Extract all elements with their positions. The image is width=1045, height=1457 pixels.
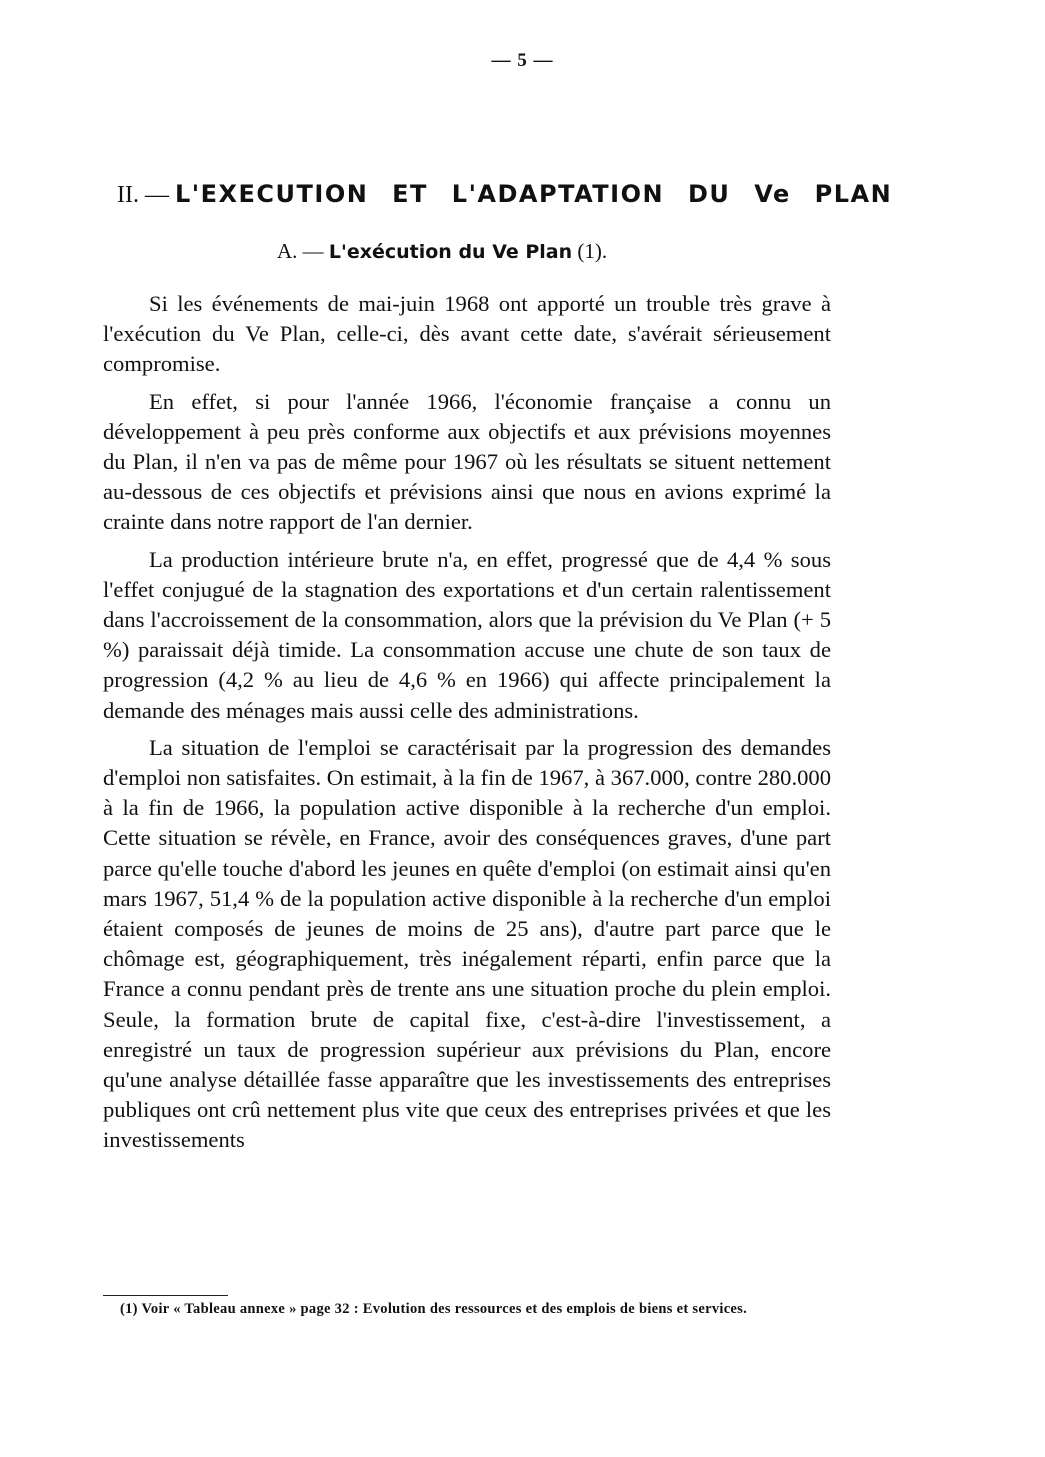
sub-heading-title: L'exécution du Ve Plan: [328, 241, 573, 263]
section-title: L'EXECUTION ET L'ADAPTATION DU Ve PLAN: [174, 180, 893, 208]
sub-heading: [277, 239, 607, 264]
paragraph: La production intérieure brute n'a, en effet, progressé que de 4,4 % sous l'effet conjugué de la stagnation des exportations et d'un certain ralentissement dans l'accroissement de la consommation, alors que la prévision du Ve Plan (+ 5 %) paraissait déjà timide. La consommation accuse une chute de son taux de progression (4,2 % au lieu de 4,6 % en 1966) qui affecte principalement la demande des ménages mais aussi celle des administrations.: [103, 546, 831, 723]
page-number: — 5 —: [491, 50, 554, 71]
paragraph: La situation de l'emploi se caractérisait par la progression des demandes d'emploi non satisfaites. On estimait, à la fin de 1967, à 367.000, contre 280.000 à la fin de 1966, la population active disponible à la recherche d'un emploi. Cette situation se révèle, en France, avoir des conséquences graves, d'une part parce qu'elle touche d'abord les jeunes en quête d'emploi (on estimait ainsi qu'en mars 1967, 51,4 % de la population active disponible à la recherche d'un emploi étaient composés de jeunes de moins de 25 ans), d'autre part parce que le chômage est, géographiquement, très inégalement réparti, enfin parce que la France a connu pendant près de trente ans une situation proche du plein emploi. Seule, la formation brute de capital fixe, c'est-à-dire l'investissement, a enregistré un taux de progression supérieur aux prévisions du Plan, encore qu'une analyse détaillée fasse apparaître que les investissements des entreprises publiques ont crû nettement plus vite que ceux des entreprises privées et que les investissements: [103, 734, 831, 1153]
paragraph: En effet, si pour l'année 1966, l'économie française a connu un développement à peu près conforme aux objectifs et aux prévisions moyennes du Plan, il n'en va pas de même pour 1967 où les résultats se situent nettement au-dessous de ces objectifs et prévisions ainsi que nous en avions exprimé la crainte dans notre rapport de l'an dernier.: [103, 388, 831, 535]
section-numeral: II. —: [117, 182, 175, 208]
footnote-reference: (1).: [572, 239, 608, 263]
paragraph: Si les événements de mai-juin 1968 ont apporté un trouble très grave à l'exécution du Ve Plan, celle-ci, dès avant cette date, s'avérait sérieusement compromise.: [103, 291, 831, 377]
body-text: [103, 289, 831, 1156]
footnote-divider: [103, 1295, 228, 1296]
sub-heading-prefix: A. —: [277, 239, 329, 263]
section-heading: [117, 180, 893, 209]
footnote: (1) Voir « Tableau annexe » page 32 : Evolution des ressources et des emplois de biens et services.: [120, 1301, 748, 1317]
